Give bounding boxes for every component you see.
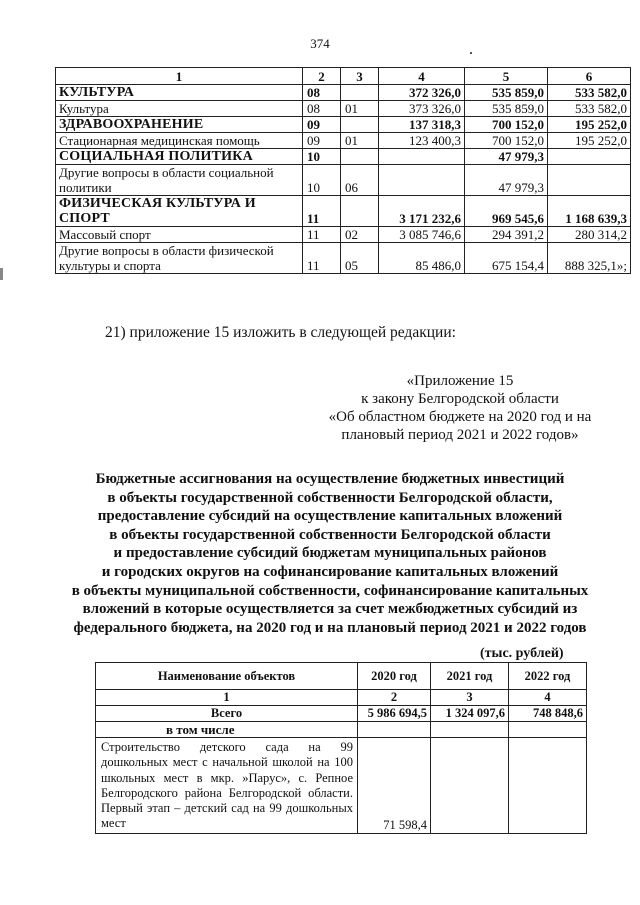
table-row bbox=[56, 165, 631, 196]
column-number: 2 bbox=[303, 68, 341, 85]
document-heading bbox=[40, 470, 620, 637]
section-name: Другие вопросы в области социальной политики bbox=[56, 165, 303, 196]
amount-2021: 535 859,0 bbox=[465, 85, 548, 101]
column-number: 4 bbox=[379, 68, 465, 85]
amount-2022: 195 252,0 bbox=[548, 133, 631, 149]
subsection-code bbox=[341, 85, 379, 101]
amount-2020: 85 486,0 bbox=[379, 243, 465, 274]
scan-side-mark bbox=[0, 268, 3, 280]
units-label: (тыс. рублей) bbox=[480, 646, 564, 661]
column-number: 5 bbox=[465, 68, 548, 85]
section-code: 08 bbox=[303, 101, 341, 117]
appendix-line: к закону Белгородской области bbox=[361, 391, 559, 407]
total-2022: 748 848,6 bbox=[509, 706, 587, 722]
amount-2021: 969 545,6 bbox=[465, 196, 548, 227]
empty-cell bbox=[358, 722, 431, 738]
scan-dot bbox=[470, 52, 472, 54]
column-number: 1 bbox=[96, 690, 358, 706]
amount-2021: 675 154,4 bbox=[465, 243, 548, 274]
heading-line: и городских округов на софинансирование капитальных вложений bbox=[101, 563, 559, 580]
heading-line: федерального бюджета, на 2020 год и на плановый период 2021 и 2022 годов bbox=[73, 619, 587, 636]
section-name: ФИЗИЧЕСКАЯ КУЛЬТУРА И СПОРТ bbox=[56, 196, 303, 227]
section-code: 09 bbox=[303, 133, 341, 149]
heading-line: и предоставление субсидий бюджетам муниципальных районов bbox=[113, 545, 547, 562]
section-code: 11 bbox=[303, 227, 341, 243]
table-row bbox=[96, 738, 587, 834]
appendix-line: «Об областном бюджете на 2020 год и на bbox=[328, 409, 592, 425]
table-row bbox=[56, 85, 631, 101]
header-cell-objects: Наименование объектов bbox=[96, 663, 358, 690]
header-cell-2020: 2020 год bbox=[358, 663, 431, 690]
header-cell-2021: 2021 год bbox=[431, 663, 509, 690]
section-name: Культура bbox=[56, 101, 303, 117]
subsection-code: 02 bbox=[341, 227, 379, 243]
amount-2020: 137 318,3 bbox=[379, 117, 465, 133]
section-name: Массовый спорт bbox=[56, 227, 303, 243]
table-row bbox=[56, 101, 631, 117]
amount-2020 bbox=[379, 149, 465, 165]
empty-cell bbox=[431, 722, 509, 738]
column-number: 6 bbox=[548, 68, 631, 85]
section-name: КУЛЬТУРА bbox=[56, 85, 303, 101]
amount-2020: 123 400,3 bbox=[379, 133, 465, 149]
amount-2022: 195 252,0 bbox=[548, 117, 631, 133]
heading-line: в объекты государственной собственности Белгородской области bbox=[109, 526, 551, 543]
heading-line: Бюджетные ассигнования на осуществление бюджетных инвестиций bbox=[95, 471, 565, 487]
amount-2021: 700 152,0 bbox=[465, 117, 548, 133]
heading-line: вложений в которые осуществляется за счет межбюджетных субсидий из bbox=[82, 601, 578, 618]
heading-line: в объекты государственной собственности Белгородской области, bbox=[107, 489, 553, 506]
page-number: 374 bbox=[310, 36, 330, 51]
amount-2021: 47 979,3 bbox=[465, 149, 548, 165]
section-name: ЗДРАВООХРАНЕНИЕ bbox=[56, 117, 303, 133]
amount-2022: 533 582,0 bbox=[548, 85, 631, 101]
table-row bbox=[56, 133, 631, 149]
subheader-row bbox=[96, 722, 587, 738]
total-2021: 1 324 097,6 bbox=[431, 706, 509, 722]
section-name: Стационарная медицинская помощь bbox=[56, 133, 303, 149]
amount-2022: 280 314,2 bbox=[548, 227, 631, 243]
amount-2021: 700 152,0 bbox=[465, 133, 548, 149]
total-2020: 5 986 694,5 bbox=[358, 706, 431, 722]
object-2022 bbox=[509, 738, 587, 834]
subsection-code: 01 bbox=[341, 101, 379, 117]
object-name: Строительство детского сада на 99 дошкольных мест с начальной школой на 100 школьных мест в мкр. »Парус», с. Репное Белгородского района Белгородской области. Первый этап – детский сад на 99 дошкольных мест bbox=[96, 738, 358, 834]
section-code: 10 bbox=[303, 149, 341, 165]
appendix-line: «Приложение 15 bbox=[406, 373, 514, 389]
table-row bbox=[56, 196, 631, 227]
subsection-code: 01 bbox=[341, 133, 379, 149]
section-code: 11 bbox=[303, 196, 341, 227]
amount-2022: 533 582,0 bbox=[548, 101, 631, 117]
appendix-line: плановый период 2021 и 2022 годов» bbox=[341, 427, 579, 443]
column-number: 2 bbox=[358, 690, 431, 706]
amount-2021: 535 859,0 bbox=[465, 101, 548, 117]
paragraph-21: 21) приложение 15 изложить в следующей редакции: bbox=[105, 324, 456, 341]
column-number: 3 bbox=[431, 690, 509, 706]
section-name: Другие вопросы в области физической культуры и спорта bbox=[56, 243, 303, 274]
subsection-code bbox=[341, 196, 379, 227]
object-2021 bbox=[431, 738, 509, 834]
budget-table-objects bbox=[95, 662, 587, 834]
subsection-code bbox=[341, 149, 379, 165]
empty-cell bbox=[509, 722, 587, 738]
subsection-code: 05 bbox=[341, 243, 379, 274]
heading-line: предоставление субсидий на осуществление капитальных вложений bbox=[97, 508, 563, 525]
table-row bbox=[56, 149, 631, 165]
section-code: 09 bbox=[303, 117, 341, 133]
amount-2021: 294 391,2 bbox=[465, 227, 548, 243]
column-number: 4 bbox=[509, 690, 587, 706]
budget-table-sections bbox=[55, 67, 631, 274]
heading-line: в объекты муниципальной собственности, софинансирование капитальных bbox=[71, 582, 589, 599]
table-header-row bbox=[56, 68, 631, 85]
header-cell-2022: 2022 год bbox=[509, 663, 587, 690]
amount-2020 bbox=[379, 165, 465, 196]
column-number-row bbox=[96, 690, 587, 706]
section-code: 08 bbox=[303, 85, 341, 101]
table-row bbox=[56, 243, 631, 274]
column-number: 1 bbox=[56, 68, 303, 85]
table-row bbox=[56, 227, 631, 243]
amount-2021: 47 979,3 bbox=[465, 165, 548, 196]
section-name: СОЦИАЛЬНАЯ ПОЛИТИКА bbox=[56, 149, 303, 165]
amount-2022 bbox=[548, 149, 631, 165]
amount-2020: 3 171 232,6 bbox=[379, 196, 465, 227]
amount-2022: 888 325,1»; bbox=[548, 243, 631, 274]
total-row bbox=[96, 706, 587, 722]
amount-2020: 372 326,0 bbox=[379, 85, 465, 101]
column-number: 3 bbox=[341, 68, 379, 85]
amount-2020: 3 085 746,6 bbox=[379, 227, 465, 243]
total-label: Всего bbox=[96, 706, 358, 722]
table-row bbox=[56, 117, 631, 133]
amount-2020: 373 326,0 bbox=[379, 101, 465, 117]
subsection-code bbox=[341, 117, 379, 133]
section-code: 10 bbox=[303, 165, 341, 196]
table-header-row bbox=[96, 663, 587, 690]
object-2020: 71 598,4 bbox=[358, 738, 431, 834]
amount-2022: 1 168 639,3 bbox=[548, 196, 631, 227]
amount-2022 bbox=[548, 165, 631, 196]
section-code: 11 bbox=[303, 243, 341, 274]
appendix-header bbox=[300, 372, 620, 444]
subsection-code: 06 bbox=[341, 165, 379, 196]
subheader-label: в том числе bbox=[96, 722, 358, 738]
